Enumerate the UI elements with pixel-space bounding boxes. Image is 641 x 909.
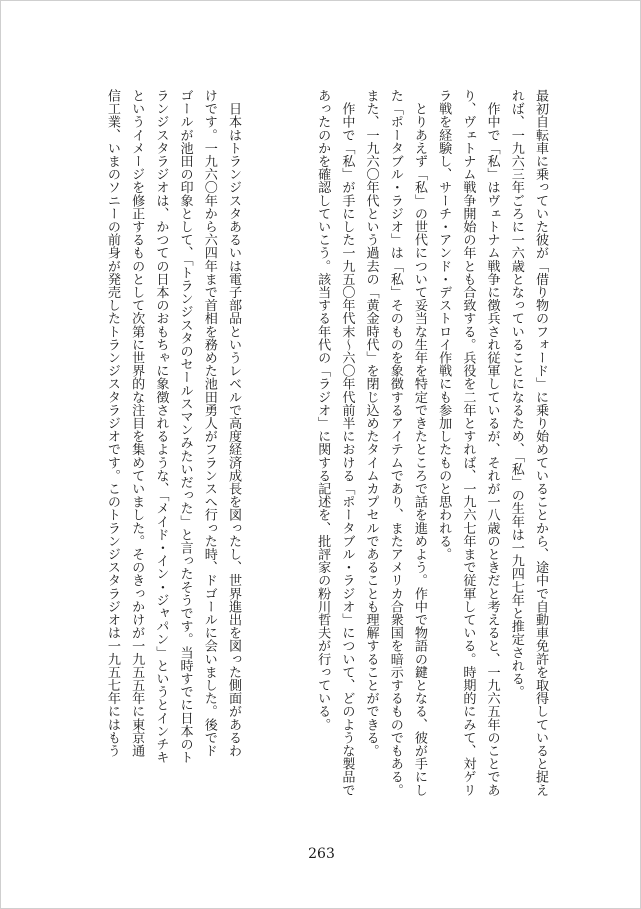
text-line: た「ポータブル・ラジオ」は「私」そのものを象徴するアイテムであり、またアメリカ合衆国を暗示するものでもある。	[387, 89, 403, 797]
body-text-block	[0, 89, 245, 789]
text-line: り、ヴェトナム戦争開始の年とも合致する。兵役を二年とすれば、一九六七年まで従軍している。時期的にみて、対ゲリ	[460, 89, 476, 797]
text-line: 作中で「私」はヴェトナム戦争に徴兵され従軍しているが、それが一八歳のときだと考えると、一九六五年のことであ	[484, 89, 500, 797]
text-line: ラ戦を経験し、サーチ・アンド・デストロイ作戦にも参加したものと思われる。	[436, 89, 452, 561]
text-line: というイメージを修正するものとして次第に世界的な注目を集めていました。そのきっかけが一九五五年に東京通	[129, 89, 145, 758]
text-line: けです。一九六〇年から六四年まで首相を務めた池田勇人がフランスへ行った時、ドゴールに会いました。後でド	[201, 89, 217, 758]
text-line: とりあえず「私」の世代について妥当な生年を特定できたところで話を進めよう。作中で物語の鍵となる、彼が手にし	[411, 89, 427, 797]
text-line: ゴールが池田の印象として、「トランジスタのセールスマンみたいだった」と言ったそうです。当時すでに日本のト	[177, 89, 193, 764]
text-line: ランジスタラジオは、かつての日本のおもちゃに象徴されるような、「メイド・イン・ジャパン」というとインチキ	[153, 89, 169, 764]
text-line: 信工業、いまのソニーの前身が発売したトランジスタラジオです。このトランジスタラジオは一九五七年にはもう	[104, 89, 120, 758]
text-line: 日本はトランジスタあるいは電子部品というレベルで高度経済成長を図ったし、世界進出を図った側面があるわ	[226, 89, 241, 758]
text-line: あったのかを確認していこう。該当する年代の「ラジオ」に関する記述を、批評家の粉川哲夫が行っている。	[315, 89, 331, 731]
text-line: また、一九六〇年代という過去の「黄金時代」を閉じ込めたタイムカプセルであることも理解することができる。	[363, 89, 379, 758]
indented-quote-block	[262, 89, 552, 797]
text-line: 最初自転車に乗っていた彼が「借り物のフォード」に乗り始めていることから、途中で自動車免許を取得していると捉え	[533, 89, 548, 797]
text-line: れば、一九六三年ごろに一六歳となっていることになるため、「私」の生年は一九四七年と推定される。	[508, 89, 524, 699]
text-line: 作中で「私」が手にした一九五〇年代末～六〇年代前半における「ポータブル・ラジオ」について、どのような製品で	[339, 89, 355, 797]
page-number: 263	[308, 846, 335, 862]
